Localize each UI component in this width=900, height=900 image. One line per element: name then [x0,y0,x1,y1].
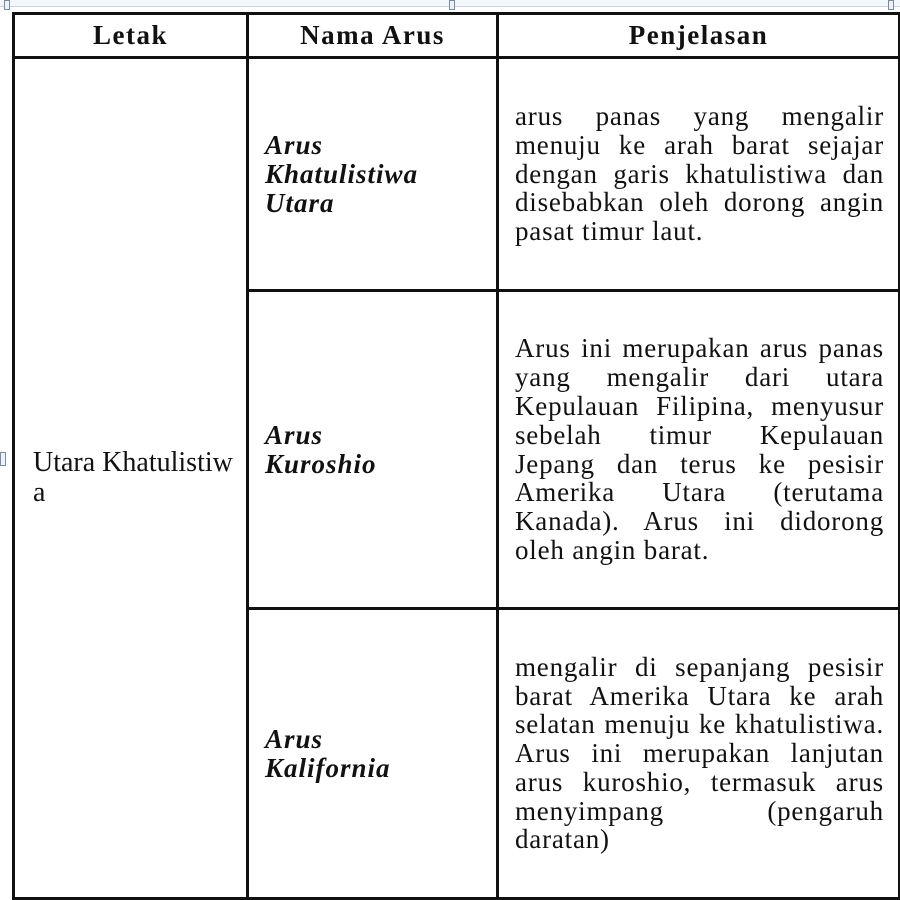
row-resize-marker[interactable] [0,452,6,466]
penjelasan-cell: mengalir di sepanjang pesisir barat Amerika Utara ke arah selatan menuju ke khatulistiwa. Arus ini merupakan lanjutan arus kuroshio, termasuk arus menyimpang (pengaruh daratan) [498,609,900,899]
nama-arus-line: Arus [265,129,324,160]
penjelasan-cell: arus panas yang mengalir menuju ke arah barat sejajar dengan garis khatulistiwa dan disebabkan oleh dorong angin pasat timur laut. [498,58,900,291]
nama-arus-line: Khatulistiwa [265,158,419,189]
ocean-currents-table [12,12,900,900]
header-nama-arus: Nama Arus [248,14,498,58]
nama-arus-line: Kalifornia [265,752,391,783]
nama-arus-line: Arus [265,419,324,450]
header-penjelasan: Penjelasan [498,14,900,58]
nama-arus-cell [248,291,498,609]
table-header-row [14,14,900,58]
nama-arus-line: Kuroshio [265,448,377,479]
nama-arus-cell [248,609,498,899]
letak-cell: Utara Khatulistiwa [14,58,248,899]
nama-arus-cell [248,58,498,291]
nama-arus-line: Utara [265,187,335,218]
table-row [14,58,900,291]
table-move-handle[interactable] [4,0,10,10]
nama-arus-line: Arus [265,723,324,754]
penjelasan-cell: Arus ini merupakan arus panas yang mengalir dari utara Kepulauan Filipina, menyusur sebelah timur Kepulauan Jepang dan terus ke pesisir Amerika Utara (terutama Kanada). Arus ini didorong oleh angin barat. [498,291,900,609]
column-resize-marker-end[interactable] [888,0,894,10]
column-resize-marker[interactable] [449,0,455,10]
header-letak: Letak [14,14,248,58]
